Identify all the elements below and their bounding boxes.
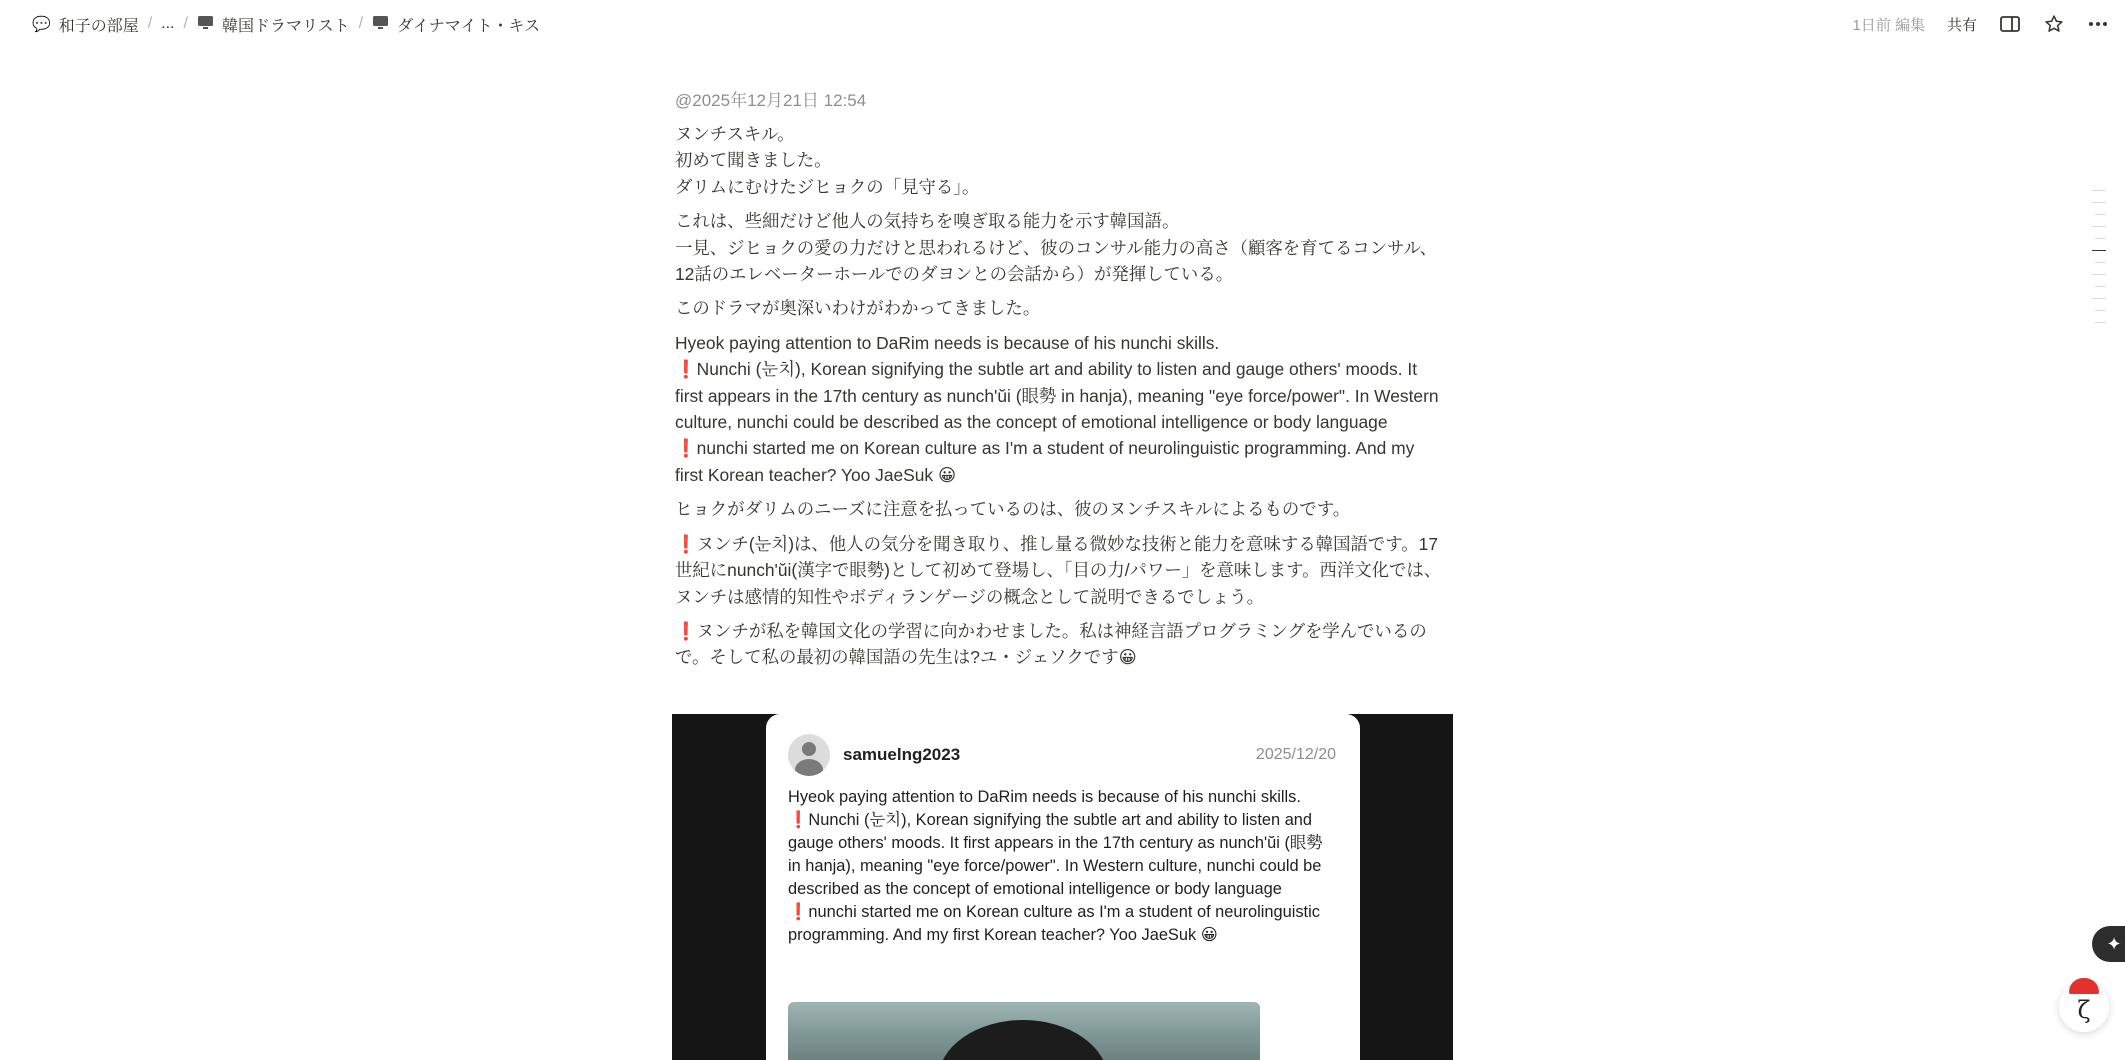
text-block[interactable]: ❗ヌンチが私を韓国文化の学習に向かわせました。私は神経言語プログラミングを学んでいるので。そして私の最初の韓国語の先生は?ユ・ジェソクです😀 — [675, 620, 1427, 668]
help-button[interactable] — [2059, 982, 2109, 1032]
last-edited-label[interactable]: 1日前 編集 — [1852, 16, 1925, 34]
outline-tick[interactable] — [2095, 310, 2106, 311]
page-outline[interactable] — [2088, 190, 2106, 334]
text-block[interactable]: ❗ヌンチ(눈치)は、他人の気分を聞き取り、推し量る微妙な技術と能力を意味する韓国語です。17世紀にnunch'ŭi(漢字で眼勢)として初めて登場し、「目の力/パワー」を意味します。西洋文化では、ヌンチは感情的知性やボディランゲージの概念として説明できるでしょう。 — [675, 533, 1442, 607]
post-image — [788, 1002, 1260, 1060]
outline-tick[interactable] — [2092, 274, 2106, 275]
text-block[interactable]: このドラマが奥深いわけがわかってきました。 — [675, 298, 1041, 319]
text-block[interactable]: Hyeok paying attention to DaRim needs is because of his nunchi skills. ❗Nunchi (눈치), Korean signifying the subtle art and ability to listen and gauge others' moods. It first appears in the 17th century as nunch'ŭi (眼勢 in hanja), meaning "eye force/power". In Western culture, nunchi could be described as the concept of emotional intelligence or body language ❗nunchi started me on Korean culture as I'm a student of neurolinguistic programming. And my first Korean teacher? Yoo JaeSuk 😀 — [675, 332, 1439, 485]
breadcrumb-item-drama-list[interactable] — [191, 11, 356, 38]
star-icon[interactable] — [2043, 13, 2065, 35]
breadcrumb-separator: / — [358, 15, 364, 32]
post-text: Hyeok paying attention to DaRim needs is because of his nunchi skills. ❗Nunchi (눈치), Korean signifying the subtle art and ability to listen and gauge others' moods. It first appears in the 17th century as nunch'ŭi (眼勢 in hanja), meaning "eye force/power". In Western culture, nunchi could be described as the concept of emotional intelligence or body language ❗nunchi started me on Korean culture as I'm a student of neurolinguistic programming. And my first Korean teacher? Yoo JaeSuk 😀 — [788, 788, 1325, 944]
outline-tick[interactable] — [2092, 190, 2106, 191]
hat-icon — [2069, 978, 2099, 994]
breadcrumb-separator: / — [147, 15, 153, 32]
page-content — [675, 86, 1445, 679]
outline-tick[interactable] — [2095, 322, 2106, 323]
monitor-icon — [197, 15, 214, 34]
text-block[interactable]: これは、些細だけど他人の気持ちを嗅ぎ取る能力を示す韓国語。 一見、ジヒョクの愛の力だけと思われるけど、彼のコンサル能力の高さ（顧客を育てるコンサル、 12話のエレベーターホールでのダヨンとの会話から）が発揮している。 — [675, 211, 1438, 285]
monitor-icon — [372, 15, 389, 34]
breadcrumb-item-ellipsis[interactable] — [155, 13, 180, 35]
outline-tick[interactable] — [2095, 262, 2106, 263]
top-actions — [1852, 13, 2109, 35]
breadcrumb-label: 韓国ドラマリスト — [221, 17, 350, 35]
date-mention[interactable]: @2025年12月21日 12:54 — [675, 91, 867, 110]
post-author — [788, 734, 960, 776]
outline-tick[interactable] — [2092, 298, 2106, 299]
embed-block[interactable] — [672, 714, 1453, 1060]
post-card — [766, 714, 1360, 1060]
post-header — [788, 734, 1336, 776]
outline-tick[interactable] — [2092, 250, 2106, 251]
breadcrumb-item-workspace[interactable] — [26, 11, 145, 38]
sparkle-icon: ✦ — [2106, 933, 2122, 954]
breadcrumb-label: ... — [161, 15, 175, 32]
outline-tick[interactable] — [2092, 202, 2106, 203]
breadcrumb-label: 和子の部屋 — [58, 17, 139, 35]
avatar — [788, 734, 830, 776]
person-silhouette — [938, 1020, 1108, 1060]
breadcrumb — [26, 11, 546, 38]
share-button[interactable]: 共有 — [1946, 16, 1977, 34]
mascot-icon: ζ — [2077, 996, 2091, 1024]
outline-tick[interactable] — [2095, 214, 2106, 215]
chat-bubble-icon: 💬 — [32, 16, 51, 33]
breadcrumb-separator: / — [183, 15, 188, 32]
breadcrumb-label: ダイナマイト・キス — [397, 17, 541, 35]
outline-tick[interactable] — [2092, 226, 2106, 227]
username: samuelng2023 — [843, 745, 961, 764]
ai-sparkle-button[interactable] — [2092, 926, 2125, 962]
sidebar-panel-icon[interactable] — [1999, 13, 2021, 35]
text-block[interactable]: ヌンチスキル。 初めて聞きました。 ダリムにむけたジヒョクの「見守る」。 — [675, 124, 980, 197]
breadcrumb-item-current-page[interactable] — [366, 11, 546, 38]
post-date: 2025/12/20 — [1255, 746, 1336, 763]
top-bar — [0, 0, 2125, 48]
outline-tick[interactable] — [2095, 238, 2106, 239]
text-block[interactable]: ヒョクがダリムのニーズに注意を払っているのは、彼のヌンチスキルによるものです。 — [675, 499, 1351, 520]
more-options-icon[interactable] — [2087, 13, 2109, 35]
outline-tick[interactable] — [2095, 286, 2106, 287]
